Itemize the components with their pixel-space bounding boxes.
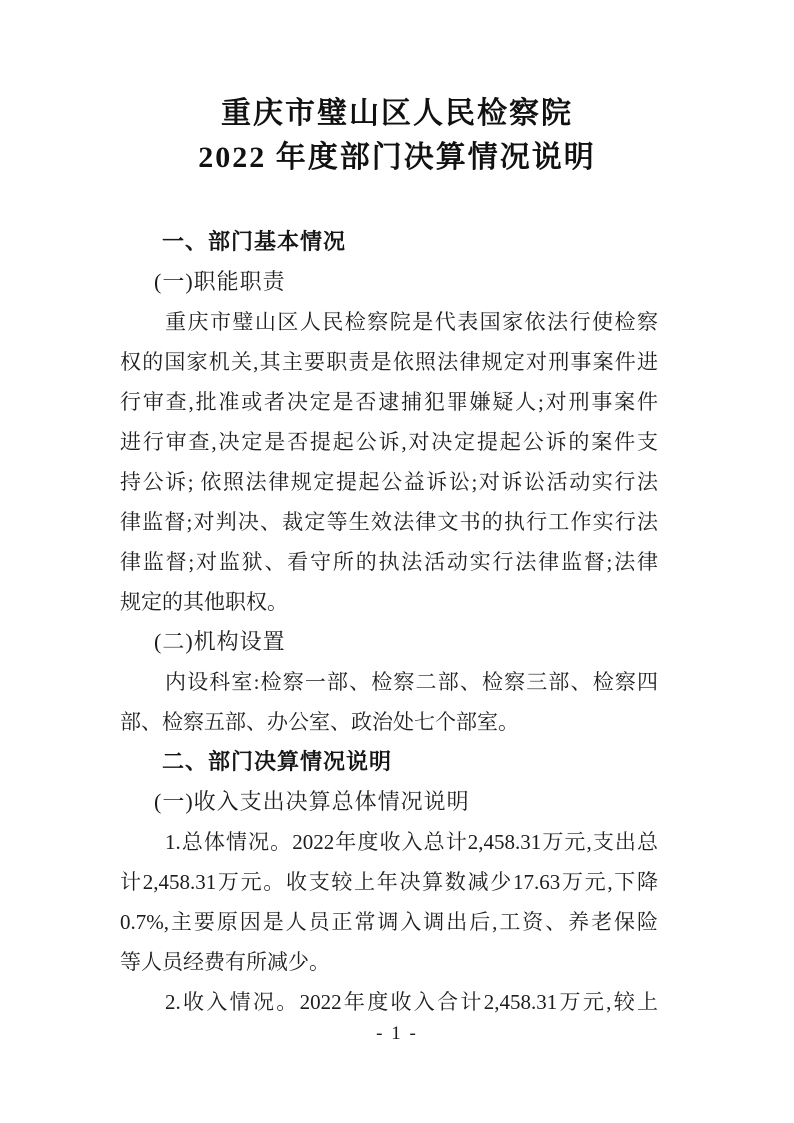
- subsection-heading-overview: (一)收入支出决算总体情况说明: [154, 789, 470, 814]
- title-line-2: 2022 年度部门决算情况说明: [198, 141, 596, 174]
- subsection-heading-duties: (一)职能职责: [154, 269, 286, 294]
- paragraph-duties-line: 重庆市璧山区人民检察院是代表国家依法行使检察: [165, 310, 658, 334]
- paragraph-overview-line: 0.7%,主要原因是人员正常调入调出后,工资、养老保险: [120, 910, 658, 934]
- page-number: - 1 -: [376, 1023, 418, 1044]
- section-heading-final-accounts: 二、部门决算情况说明: [162, 749, 393, 774]
- document-title: [0, 92, 794, 180]
- paragraph-income-line: 2.收入情况。2022年度收入合计2,458.31万元,较上: [165, 990, 658, 1014]
- paragraph-org-line: 部、检察五部、办公室、政治处七个部室。: [120, 710, 519, 734]
- paragraph-overview-line: 1.总体情况。2022年度收入总计2,458.31万元,支出总: [165, 830, 658, 854]
- section-heading-basic-info: 一、部门基本情况: [162, 229, 347, 254]
- paragraph-org-line: 内设科室:检察一部、检察二部、检察三部、检察四: [165, 670, 658, 694]
- paragraph-overview-line: 等人员经费有所减少。: [120, 950, 330, 974]
- paragraph-duties-line: 规定的其他职权。: [120, 590, 288, 614]
- paragraph-duties-line: 持公诉; 依照法律规定提起公益诉讼;对诉讼活动实行法: [120, 470, 658, 494]
- paragraph-duties-line: 进行审查,决定是否提起公诉,对决定提起公诉的案件支: [120, 430, 658, 454]
- title-line-1: 重庆市璧山区人民检察院: [221, 97, 573, 130]
- paragraph-duties-line: 行审查,批准或者决定是否逮捕犯罪嫌疑人;对刑事案件: [120, 390, 658, 414]
- paragraph-duties-line: 权的国家机关,其主要职责是依照法律规定对刑事案件进: [120, 350, 658, 374]
- paragraph-duties-line: 律监督;对判决、裁定等生效法律文书的执行工作实行法: [120, 510, 658, 534]
- paragraph-duties-line: 律监督;对监狱、看守所的执法活动实行法律监督;法律: [120, 550, 658, 574]
- document-body: [120, 222, 658, 1022]
- paragraph-overview-line: 计2,458.31万元。收支较上年决算数减少17.63万元,下降: [120, 870, 658, 894]
- subsection-heading-org: (二)机构设置: [154, 629, 286, 654]
